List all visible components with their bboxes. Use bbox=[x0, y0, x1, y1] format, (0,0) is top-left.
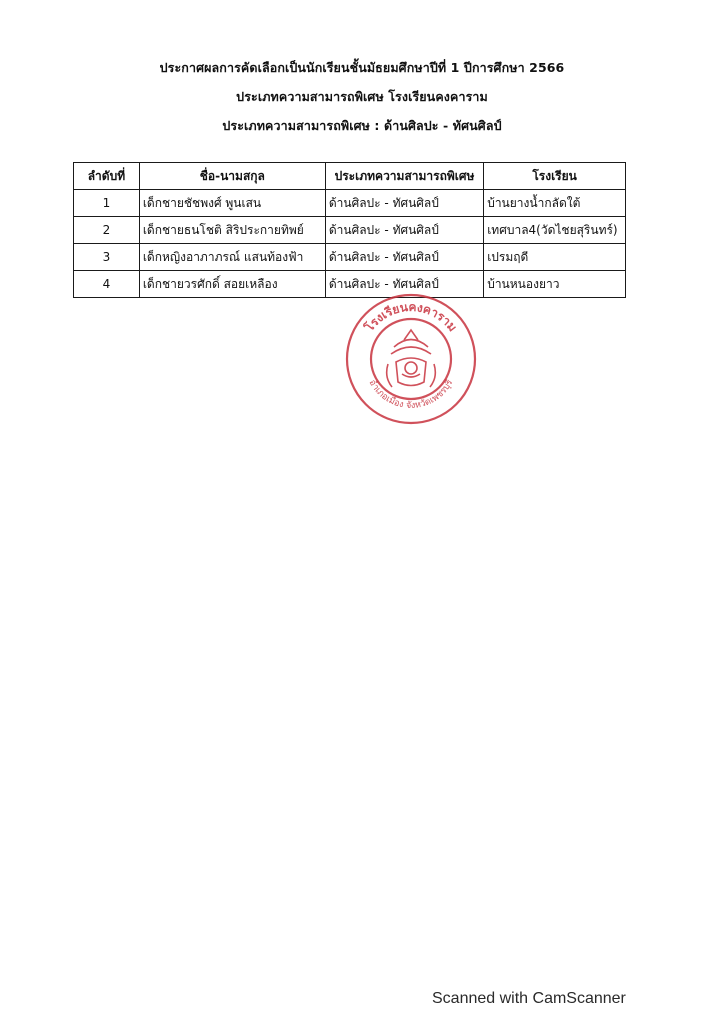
cell-type: ด้านศิลปะ - ทัศนศิลป์ bbox=[325, 244, 483, 271]
announcement-subtitle: ประเภทความสามารถพิเศษ โรงเรียนคงคาราม bbox=[236, 89, 488, 104]
cell-type: ด้านศิลปะ - ทัศนศิลป์ bbox=[325, 271, 483, 298]
header-rank: ลำดับที่ bbox=[74, 163, 140, 190]
cell-name: เด็กหญิงอาภาภรณ์ แสนท้องฟ้า bbox=[139, 244, 325, 271]
svg-text:อำเภอเมือง จังหวัดเพชรบุรี: อำเภอเมือง จังหวัดเพชรบุรี bbox=[366, 378, 456, 412]
school-seal-stamp bbox=[344, 292, 478, 426]
cell-school: เปรมฤดี bbox=[484, 244, 626, 271]
announcement-category: ประเภทความสามารถพิเศษ : ด้านศิลปะ - ทัศนศิลป์ bbox=[222, 118, 502, 133]
table-row bbox=[74, 190, 626, 217]
table-row bbox=[74, 217, 626, 244]
camscanner-watermark: Scanned with CamScanner bbox=[432, 990, 626, 1007]
table-header-row bbox=[74, 163, 626, 190]
seal-icon bbox=[344, 292, 478, 426]
cell-rank: 1 bbox=[74, 190, 140, 217]
cell-type: ด้านศิลปะ - ทัศนศิลป์ bbox=[325, 217, 483, 244]
results-table bbox=[73, 162, 626, 298]
announcement-title: ประกาศผลการคัดเลือกเป็นนักเรียนชั้นมัธยมศึกษาปีที่ 1 ปีการศึกษา 2566 bbox=[159, 60, 565, 75]
header-school: โรงเรียน bbox=[484, 163, 626, 190]
header-type: ประเภทความสามารถพิเศษ bbox=[325, 163, 483, 190]
cell-school: บ้านยางน้ำกลัดใต้ bbox=[484, 190, 626, 217]
svg-text:โรงเรียนคงคาราม: โรงเรียนคงคาราม bbox=[362, 299, 460, 335]
cell-rank: 3 bbox=[74, 244, 140, 271]
cell-type: ด้านศิลปะ - ทัศนศิลป์ bbox=[325, 190, 483, 217]
table-row bbox=[74, 244, 626, 271]
cell-school: เทศบาล4(วัดไชยสุรินทร์) bbox=[484, 217, 626, 244]
cell-school: บ้านหนองยาว bbox=[484, 271, 626, 298]
header-name: ชื่อ-นามสกุล bbox=[139, 163, 325, 190]
cell-name: เด็กชายธนโชติ สิริประกายทิพย์ bbox=[139, 217, 325, 244]
cell-rank: 2 bbox=[74, 217, 140, 244]
cell-name: เด็กชายชัชพงศ์ พูนเสน bbox=[139, 190, 325, 217]
cell-name: เด็กชายวรศักดิ์ สอยเหลือง bbox=[139, 271, 325, 298]
cell-rank: 4 bbox=[74, 271, 140, 298]
